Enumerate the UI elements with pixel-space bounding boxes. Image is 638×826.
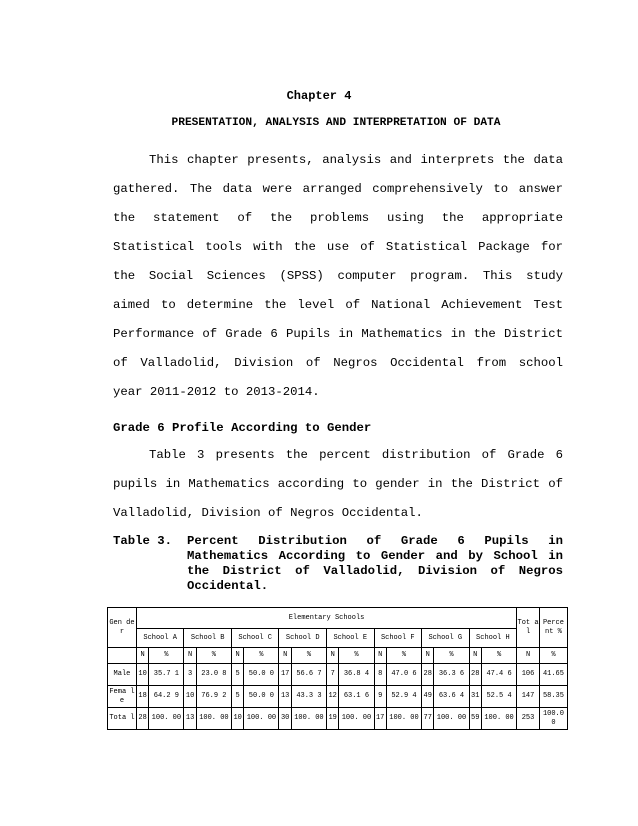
pct-cell: 47.4 6 — [481, 664, 516, 686]
section-heading: Grade 6 Profile According to Gender — [113, 421, 372, 435]
n-header: N — [326, 648, 338, 664]
gender-header: Gen der — [108, 608, 137, 648]
school-header: School G — [422, 629, 470, 648]
total-cell: 253 — [517, 708, 540, 730]
n-cell: 17 — [279, 664, 291, 686]
pct-cell: 63.1 6 — [339, 686, 374, 708]
gender-distribution-table — [107, 607, 568, 730]
school-header: School C — [231, 629, 279, 648]
n-cell: 28 — [422, 664, 434, 686]
pct-header: % — [291, 648, 326, 664]
pct-cell: 35.7 1 — [149, 664, 184, 686]
n-cell: 3 — [184, 664, 196, 686]
n-cell: 10 — [184, 686, 196, 708]
total-header: Tot al — [517, 608, 540, 648]
pct-cell: 56.6 7 — [291, 664, 326, 686]
school-header: School E — [326, 629, 374, 648]
pct-cell: 100. 00 — [434, 708, 469, 730]
n-cell: 5 — [231, 686, 243, 708]
pct-cell: 100. 00 — [481, 708, 516, 730]
n-cell: 31 — [469, 686, 481, 708]
n-cell: 17 — [374, 708, 386, 730]
pct-cell: 100. 00 — [339, 708, 374, 730]
school-header: School A — [136, 629, 184, 648]
pct-cell: 50.0 0 — [244, 686, 279, 708]
chapter-subtitle: PRESENTATION, ANALYSIS AND INTERPRETATION OF DATA — [171, 117, 501, 129]
pct-cell: 100. 00 — [196, 708, 231, 730]
pct-header: % — [244, 648, 279, 664]
row-label: Tota l — [108, 708, 137, 730]
school-header: School D — [279, 629, 327, 648]
n-cell: 8 — [374, 664, 386, 686]
pct-cell: 52.9 4 — [386, 686, 421, 708]
n-cell: 49 — [422, 686, 434, 708]
pct-cell: 100. 00 — [386, 708, 421, 730]
n-header: N — [517, 648, 540, 664]
percent-cell: 41.65 — [539, 664, 567, 686]
n-cell: 12 — [326, 686, 338, 708]
n-cell: 30 — [279, 708, 291, 730]
pct-header: % — [434, 648, 469, 664]
intro-paragraph: This chapter presents, analysis and interprets the data gathered. The data were arranged comprehensively to answer the statement of the problems using the appropriate Statistical tools with the use of Statistical Package for the Social Sciences (SPSS) computer program. This study aimed to determine the level of National Achievement Test Performance of Grade 6 Pupils in Mathematics in the District of Valladolid, Division of Negros Occidental from school year 2011-2012 to 2013-2014. — [113, 153, 563, 399]
table-caption-label: Table 3. — [113, 534, 173, 548]
table-intro-paragraph: Table 3 presents the percent distribution of Grade 6 pupils in Mathematics according to gender in the District of Valladolid, Division of Negros Occidental. — [113, 448, 563, 520]
n-cell: 13 — [279, 686, 291, 708]
pct-cell: 47.0 6 — [386, 664, 421, 686]
pct-header: % — [339, 648, 374, 664]
blank-cell — [108, 648, 137, 664]
pct-cell: 36.3 6 — [434, 664, 469, 686]
n-cell: 18 — [136, 686, 148, 708]
n-header: N — [231, 648, 243, 664]
n-cell: 7 — [326, 664, 338, 686]
n-cell: 28 — [136, 708, 148, 730]
percent-cell: 58.35 — [539, 686, 567, 708]
n-header: N — [374, 648, 386, 664]
n-cell: 19 — [326, 708, 338, 730]
pct-cell: 64.2 9 — [149, 686, 184, 708]
table-row — [108, 708, 568, 730]
total-cell: 106 — [517, 664, 540, 686]
table-row — [108, 686, 568, 708]
pct-cell: 52.5 4 — [481, 686, 516, 708]
total-cell: 147 — [517, 686, 540, 708]
percent-header: Perce nt % — [539, 608, 567, 648]
table-row — [108, 664, 568, 686]
pct-header: % — [539, 648, 567, 664]
n-header: N — [184, 648, 196, 664]
row-label: Fema le — [108, 686, 137, 708]
n-cell: 77 — [422, 708, 434, 730]
pct-header: % — [149, 648, 184, 664]
table-caption — [113, 534, 563, 594]
school-header: School H — [469, 629, 517, 648]
n-cell: 28 — [469, 664, 481, 686]
pct-cell: 23.0 8 — [196, 664, 231, 686]
pct-cell: 100. 00 — [149, 708, 184, 730]
row-label: Male — [108, 664, 137, 686]
pct-cell: 100. 00 — [244, 708, 279, 730]
pct-cell: 76.9 2 — [196, 686, 231, 708]
pct-cell: 100. 00 — [291, 708, 326, 730]
n-cell: 9 — [374, 686, 386, 708]
n-cell: 10 — [231, 708, 243, 730]
n-cell: 10 — [136, 664, 148, 686]
pct-cell: 63.6 4 — [434, 686, 469, 708]
school-header: School F — [374, 629, 422, 648]
n-cell: 59 — [469, 708, 481, 730]
n-cell: 13 — [184, 708, 196, 730]
pct-header: % — [386, 648, 421, 664]
n-header: N — [279, 648, 291, 664]
table-caption-text: Percent Distribution of Grade 6 Pupils in Mathematics According to Gender and by School in the District of Valladolid, Division of Negros Occidental. — [187, 534, 563, 593]
pct-cell: 50.0 0 — [244, 664, 279, 686]
n-header: N — [422, 648, 434, 664]
pct-header: % — [196, 648, 231, 664]
pct-header: % — [481, 648, 516, 664]
schools-header: Elementary Schools — [136, 608, 516, 629]
n-header: N — [469, 648, 481, 664]
n-cell: 5 — [231, 664, 243, 686]
percent-cell: 100.0 0 — [539, 708, 567, 730]
n-header: N — [136, 648, 148, 664]
chapter-title: Chapter 4 — [286, 89, 352, 103]
pct-cell: 36.8 4 — [339, 664, 374, 686]
school-header: School B — [184, 629, 232, 648]
pct-cell: 43.3 3 — [291, 686, 326, 708]
